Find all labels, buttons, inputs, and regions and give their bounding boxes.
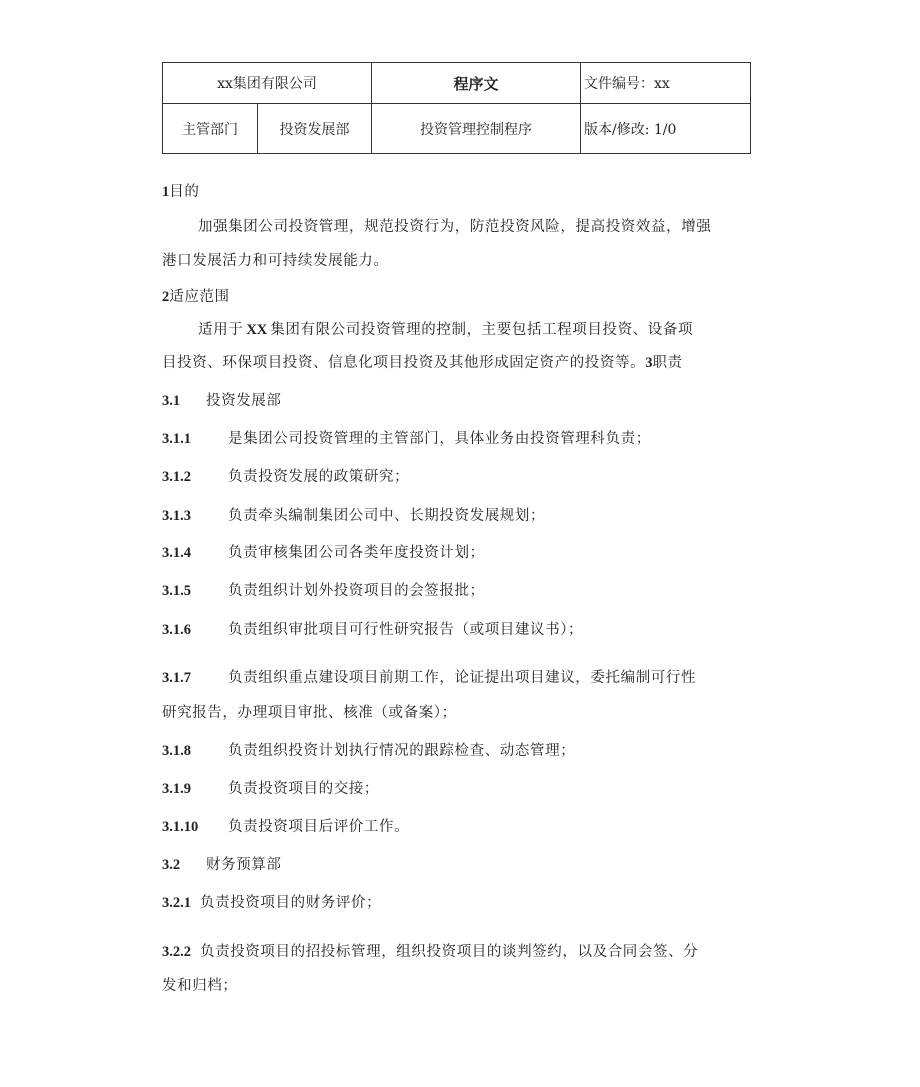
- item-text: 是集团公司投资管理的主管部门，具体业务由投资管理科负责；: [228, 431, 651, 447]
- subsection-title: 财务预算部: [206, 857, 282, 873]
- subsection-3-1-heading: [162, 389, 282, 410]
- item-number: 3.1.4: [162, 545, 191, 561]
- item-number: 3.2.1: [162, 895, 191, 911]
- list-item-continuation: 发和归档；: [162, 978, 238, 994]
- list-item: [162, 541, 485, 562]
- section-title: 目的: [169, 184, 200, 200]
- item-number: 3.1.5: [162, 583, 191, 599]
- list-item: [162, 427, 651, 448]
- text-run: 适用于: [198, 322, 244, 338]
- item-number: 3.1.2: [162, 469, 191, 485]
- paragraph-line: 加强集团公司投资管理，规范投资行为，防范投资风险，提高投资效益，增强: [198, 219, 712, 235]
- paragraph-line: [162, 351, 683, 372]
- item-text: 负责牵头编制集团公司中、长期投资发展规划；: [228, 508, 546, 524]
- item-text: 负责组织审批项目可行性研究报告（或项目建议书）；: [228, 622, 584, 638]
- dept-value-cell: 投资发展部: [258, 104, 372, 154]
- item-text: 负责投资项目后评价工作。: [228, 819, 410, 835]
- section-number: 2: [162, 289, 170, 305]
- list-item: [162, 739, 575, 760]
- program-name-cell: 投资管理控制程序: [372, 104, 581, 154]
- item-text: 负责组织重点建设项目前期工作，论证提出项目建议，委托编制可行性: [228, 670, 697, 686]
- item-number: 3.2.2: [162, 944, 191, 960]
- dept-label-cell: 主管部门: [163, 104, 258, 154]
- item-text: 负责投资项目的财务评价；: [200, 895, 382, 911]
- item-number: 3.1.6: [162, 622, 191, 638]
- section-title: 职责: [652, 355, 683, 371]
- list-item: [162, 465, 409, 486]
- list-item-continuation: 研究报告，办理项目审批、核准（或备案）；: [162, 705, 457, 721]
- section-2-heading: [162, 285, 230, 306]
- subsection-title: 投资发展部: [206, 393, 282, 409]
- list-item: [162, 504, 545, 525]
- item-number: 3.1.3: [162, 508, 191, 524]
- list-item: [162, 666, 696, 687]
- doc-type-cell: 程序文: [372, 63, 581, 104]
- item-text: 负责投资发展的政策研究；: [228, 469, 410, 485]
- text-run: 目投资、环保项目投资、信息化项目投资及其他形成固定资产的投资等。: [162, 355, 646, 371]
- company-name-cell: xx集团有限公司: [163, 63, 372, 104]
- list-item: [162, 579, 485, 600]
- list-item: [162, 940, 698, 961]
- item-number: 3.1.8: [162, 743, 191, 759]
- item-number: 3.1.9: [162, 781, 191, 797]
- section-title: 适应范围: [169, 289, 230, 305]
- item-number: 3.1.10: [162, 819, 199, 835]
- item-text: 负责组织投资计划执行情况的跟踪检查、动态管理；: [228, 743, 576, 759]
- section-number: 3: [645, 355, 653, 371]
- item-text: 负责投资项目的招投标管理，组织投资项目的谈判签约，以及合同会签、分: [200, 944, 699, 960]
- item-number: 3.1.1: [162, 431, 191, 447]
- document-header-table: [162, 62, 751, 154]
- list-item: [162, 777, 379, 798]
- list-item: [162, 618, 583, 639]
- company-code: XX: [246, 322, 268, 338]
- section-1-heading: [162, 180, 199, 201]
- paragraph-line: 港口发展活力和可持续发展能力。: [162, 253, 389, 269]
- item-number: 3.1.7: [162, 670, 191, 686]
- subsection-number: 3.2: [162, 857, 181, 873]
- list-item: [162, 815, 409, 836]
- subsection-number: 3.1: [162, 393, 181, 409]
- version-cell: 版本/修改: 1/0: [581, 104, 751, 154]
- subsection-3-2-heading: [162, 853, 282, 874]
- doc-number-cell: 文件编号：xx: [581, 63, 751, 104]
- section-number: 1: [162, 184, 170, 200]
- item-text: 负责组织计划外投资项目的会签报批；: [228, 583, 485, 599]
- list-item: [162, 891, 381, 912]
- item-text: 负责投资项目的交接；: [228, 781, 379, 797]
- paragraph-line: [198, 318, 693, 339]
- text-run: 集团有限公司投资管理的控制，主要包括工程项目投资、设备项: [270, 322, 694, 338]
- item-text: 负责审核集团公司各类年度投资计划；: [228, 545, 485, 561]
